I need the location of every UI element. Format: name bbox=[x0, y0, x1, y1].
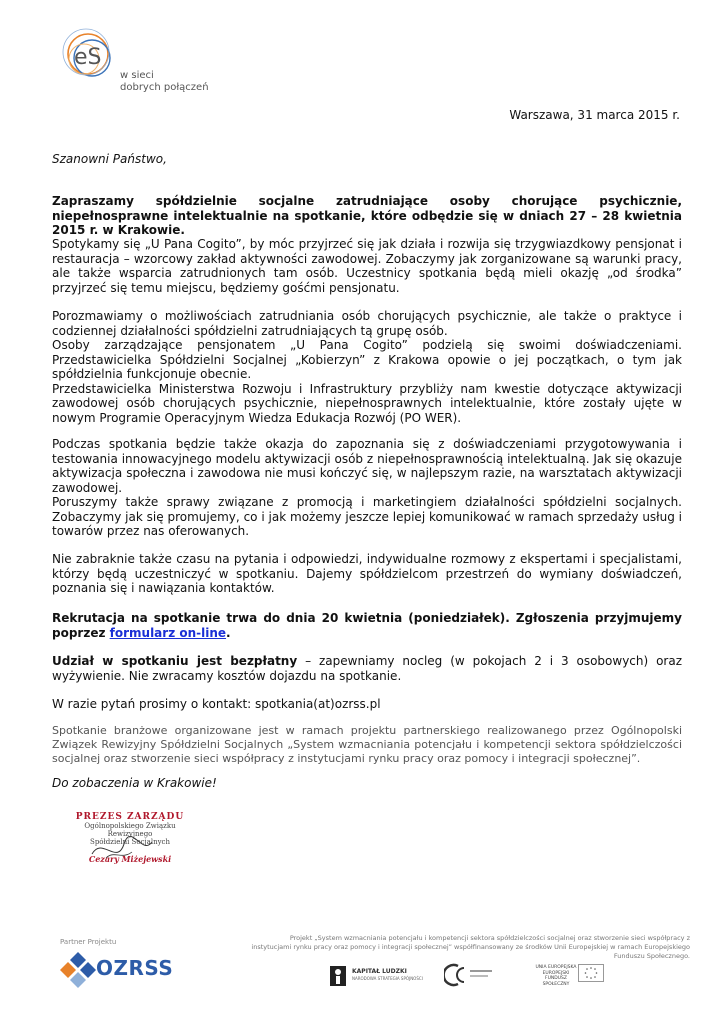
paragraph-4: Nie zabraknie także czasu na pytania i odpowiedzi, indywidualne rozmowy z ekspertami i specjalistami, którzy będą uczestniczyć w spotkaniu. Dajemy spółdzielcom przestrzeń do wymiany doświadczeń, poznania się i nawiązania kontaktów. bbox=[52, 552, 682, 595]
paragraph-2a: Porozmawiamy o możliwościach zatrudniania osób chorujących psychicznie, ale także o praktyce i codziennej działalności spółdzielni zatrudniających tą grupę osób. bbox=[52, 309, 682, 338]
recruitment-paragraph bbox=[52, 611, 682, 640]
paragraph-2 bbox=[52, 309, 682, 425]
logo-mark: eS bbox=[74, 45, 102, 70]
paragraph-2c: Przedstawicielka Ministerstwa Rozwoju i Infrastruktury przybliży nam kwestie dotyczące aktywizacji zawodowej osób chorujących psychicznie, niepełnosprawnych intelektualnie, które zostały ujęte w nowym Programie Operacyjnym Wiedza Edukacja Rozwój (PO WER). bbox=[52, 381, 682, 425]
contact-line: W razie pytań prosimy o kontakt: spotkania(at)ozrss.pl bbox=[52, 697, 381, 711]
eu-label: UNIA EUROPEJSKA EUROPEJSKI FUNDUSZ SPOŁECZNY bbox=[535, 965, 577, 987]
partner-label: Partner Projektu bbox=[60, 938, 117, 946]
kapital-ludzki-subtitle: NARODOWA STRATEGIA SPÓJNOŚCI bbox=[352, 976, 423, 981]
free-participation-text: – zapewniamy nocleg (w pokojach 2 i 3 osobowych) oraz wyżywienie. Nie zwracamy kosztów dojazdu na spotkanie. bbox=[52, 654, 683, 683]
recruitment-text: Rekrutacja na spotkanie trwa do dnia 20 kwietnia (poniedziałek). Zgłoszenia przyjmujemy poprzez bbox=[52, 611, 682, 640]
logo-line-2: dobrych połączeń bbox=[120, 82, 209, 93]
intro-paragraph: Zapraszamy spółdzielnie socjalne zatrudniające osoby chorujące psychicznie, niepełnosprawne intelektualnie na spotkanie, które odbędzie się w dniach 27 – 28 kwietnia 2015 r. w Krakowie. bbox=[52, 194, 682, 237]
paragraph-3a: Podczas spotkania będzie także okazja do zapoznania się z doświadczeniami przygotowywania i testowania innowacyjnego modelu aktywizacji osób z niepełnosprawnością intelektualną. Jak się okazuje aktywizacja społeczna i zawodowa nie musi kończyć się, w najlepszym razie, na warsztatach aktywizacji zawodowej. bbox=[52, 437, 682, 495]
free-participation-paragraph bbox=[52, 654, 682, 683]
eu-flag-icon bbox=[578, 964, 604, 982]
stamp-line-4: Cezary Miżejewski bbox=[88, 854, 172, 864]
closing-line: Do zobaczenia w Krakowie! bbox=[52, 776, 217, 790]
ozrss-wordmark: OZRSS bbox=[96, 956, 174, 980]
logo-tagline bbox=[120, 70, 209, 94]
footer-project-text: Projekt „System wzmacniania potencjału i kompetencji sektora spółdzielczości socjalnej oraz stworzenie sieci współpracy z instytucjami rynku pracy oraz pomocy i integracji społecznej” współfinansowany ze środków Unii Europejskiej w ramach Europejskiego Funduszu Społecznego. bbox=[251, 934, 690, 960]
recruitment-end: . bbox=[226, 625, 231, 640]
free-participation-label: Udział w spotkaniu jest bezpłatny bbox=[52, 654, 298, 668]
stamp-text bbox=[66, 812, 194, 864]
stamp-line-3: Spółdzielni Socjalnych bbox=[90, 838, 170, 846]
registration-form-link[interactable]: formularz on-line bbox=[109, 625, 227, 640]
ekonomia-spoleczna-logo-icon bbox=[444, 962, 496, 988]
project-note: Spotkanie branżowe organizowane jest w ramach projektu partnerskiego realizowanego przez Ogólnopolski Związek Rewizyjny Spółdzielni Socjalnych „System wzmacniania potencjału i kompetencji sektora spółdzielczości socjalnej oraz stworzenie sieci współpracy z instytucjami rynku pracy oraz pomocy i integracji społecznej”. bbox=[52, 724, 682, 765]
logo-line-1: w sieci bbox=[120, 70, 154, 81]
letter-date: Warszawa, 31 marca 2015 r. bbox=[509, 108, 680, 122]
paragraph-1: Spotykamy się „U Pana Cogito”, by móc przyjrzeć się jak działa i rozwija się trzygwiazdkowy pensjonat i restauracja – wzorcowy zakład aktywności zawodowej. Zobaczymy jak zorganizowane są warunki pracy, ale także wsparcia zatrudnionych tam osób. Uczestnicy spotkania będą mieli okazję „od środka” przyjrzeć się temu miejscu, będziemy gośćmi pensjonatu. bbox=[52, 237, 682, 295]
stamp-line-2: Ogólnopolskiego Związku Rewizyjnego bbox=[84, 822, 176, 838]
paragraph-3b: Poruszymy także sprawy związane z promocją i marketingiem działalności spółdzielni socjalnych. Zobaczymy jak się promujemy, co i jak możemy jeszcze lepiej komunikować w ramach sprzedaży usług i towarów przez nas oferowanych. bbox=[52, 495, 682, 538]
paragraph-3 bbox=[52, 437, 682, 539]
paragraph-2b: Osoby zarządzające pensjonatem „U Pana Cogito” podzielą się swoimi doświadczeniami. Przedstawicielka Spółdzielni Socjalnej „Kobierzyn” z Krakowa opowie o jej początkach, o tym jak spółdzielnia funkcjonuje obecnie. bbox=[52, 338, 682, 381]
stamp-line-1: PREZES ZARZĄDU bbox=[75, 812, 185, 822]
kapital-ludzki-label: KAPITAŁ LUDZKI bbox=[352, 968, 407, 975]
salutation: Szanowni Państwo, bbox=[52, 152, 167, 166]
